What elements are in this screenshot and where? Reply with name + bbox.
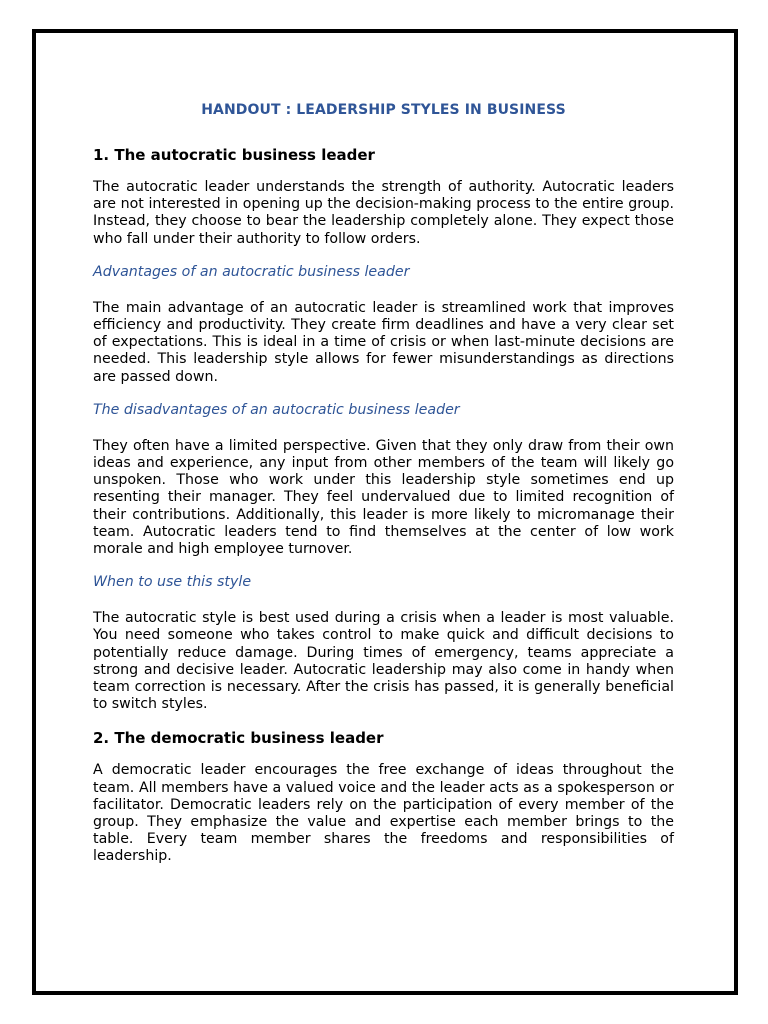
subheading-advantages: Advantages of an autocratic business leader [93, 263, 410, 280]
subheading-when-to-use: When to use this style [93, 574, 252, 591]
document-body [93, 101, 674, 882]
document-title: HANDOUT : LEADERSHIP STYLES IN BUSINESS [201, 102, 566, 118]
section-heading-autocratic: 1. The autocratic business leader [93, 146, 375, 164]
paragraph-when-to-use: The autocratic style is best used during a crisis when a leader is most valuable. You need someone who takes control to make quick and difficult decisions to potentially reduce damage. During times of emergency, teams appreciate a strong and decisive leader. Autocratic leadership may also come in handy when team correction is necessary. After the crisis has passed, it is generally beneficial to switch styles. [93, 610, 674, 713]
paragraph-democratic-intro: A democratic leader encourages the free exchange of ideas throughout the team. All members have a valued voice and the leader acts as a spokesperson or facilitator. Democratic leaders rely on the participation of every member of the group. They emphasize the value and expertise each member brings to the table. Every team member shares the freedoms and responsibilities of leadership. [93, 762, 674, 865]
subheading-disadvantages: The disadvantages of an autocratic business leader [93, 401, 460, 418]
paragraph-advantages: The main advantage of an autocratic leader is streamlined work that improves efficiency and productivity. They create firm deadlines and have a very clear set of expectations. This is ideal in a time of crisis or when last-minute decisions are needed. This leadership style allows for fewer misunderstandings as directions are passed down. [93, 299, 674, 385]
section-heading-democratic: 2. The democratic business leader [93, 729, 384, 748]
paragraph-autocratic-intro: The autocratic leader understands the strength of authority. Autocratic leaders are not interested in opening up the decision-making process to the entire group. Instead, they choose to bear the leadership completely alone. They expect those who fall under their authority to follow orders. [93, 179, 674, 247]
paragraph-disadvantages: They often have a limited perspective. Given that they only draw from their own ideas and experience, any input from other members of the team will likely go unspoken. Those who work under this leadership style sometimes end up resenting their manager. They feel undervalued due to limited recognition of their contributions. Additionally, this leader is more likely to micromanage their team. Autocratic leaders tend to find themselves at the center of low work morale and high employee turnover. [93, 437, 674, 558]
